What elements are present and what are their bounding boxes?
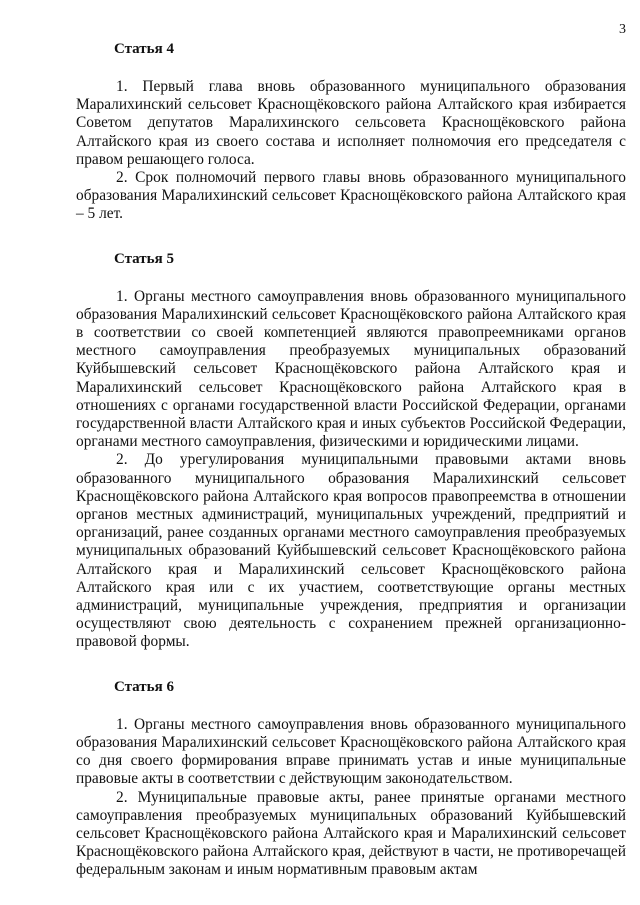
document-body <box>76 40 626 880</box>
article-paragraph: 1. Первый глава вновь образованного муниципального образования Маралихинский сельсовет Краснощёковского района Алтайского края избирается Советом депутатов Маралихинского сельсовета Краснощёковского района Алтайского края из своего состава и исполняет полномочия его председателя с правом решающего голоса. <box>76 78 626 168</box>
page-number: 3 <box>619 22 626 37</box>
article-paragraph: 1. Органы местного самоуправления вновь образованного муниципального образования Маралихинский сельсовет Краснощёковского района Алтайского края в соответствии со своей компетенцией являются правопреемниками органов местного самоуправления преобразуемых муниципальных образований Куйбышевский сельсовет Краснощёковского района Алтайского края и Маралихинский сельсовет Краснощёковского района Алтайского края в отношениях с органами государственной власти Российской Федерации, органами государственной власти Алтайского края и иных субъектов Российской Федерации, органами местного самоуправления, физическими и юридическими лицами. <box>76 287 626 451</box>
article-paragraph: 2. До урегулирования муниципальными правовыми актами вновь образованного муниципального образования Маралихинский сельсовет Краснощёковского района Алтайского края вопросов правопреемства в отношении органов местных администраций, муниципальных учреждений, предприятий и организаций, ранее созданных органами местного самоуправления преобразуемых муниципальных образований Куйбышевский сельсовет Краснощёковского района Алтайского края и Маралихинский сельсовет Краснощёковского района Алтайского края или с их участием, соответствующие органы местных администраций, муниципальные учреждения, предприятия и организации осуществляют свою деятельность с сохранением прежней организационно-правовой формы. <box>76 451 626 651</box>
article-4 <box>76 40 626 224</box>
article-5 <box>76 250 626 652</box>
article-title: Статья 4 <box>114 41 174 57</box>
article-title: Статья 6 <box>114 678 174 695</box>
article-title: Статья 5 <box>114 250 174 267</box>
article-6 <box>76 678 626 880</box>
article-paragraph: 2. Срок полномочий первого главы вновь образованного муниципального образования Маралихинский сельсовет Краснощёковского района Алтайского края – 5 лет. <box>76 169 626 223</box>
article-paragraph: 2. Муниципальные правовые акты, ранее принятые органами местного самоуправления преобразуемых муниципальных образований Куйбышевский сельсовет Краснощёковского района Алтайского края и Маралихинский сельсовет Краснощёковского района Алтайского края, действуют в части, не противоречащей федеральным законам и иным нормативным правовым актам <box>76 788 626 879</box>
article-paragraph: 1. Органы местного самоуправления вновь образованного муниципального образования Маралихинский сельсовет Краснощёковского района Алтайского края со дня своего формирования вправе принимать устав и иные муниципальные правовые акты в соответствии с действующим законодательством. <box>76 715 626 788</box>
